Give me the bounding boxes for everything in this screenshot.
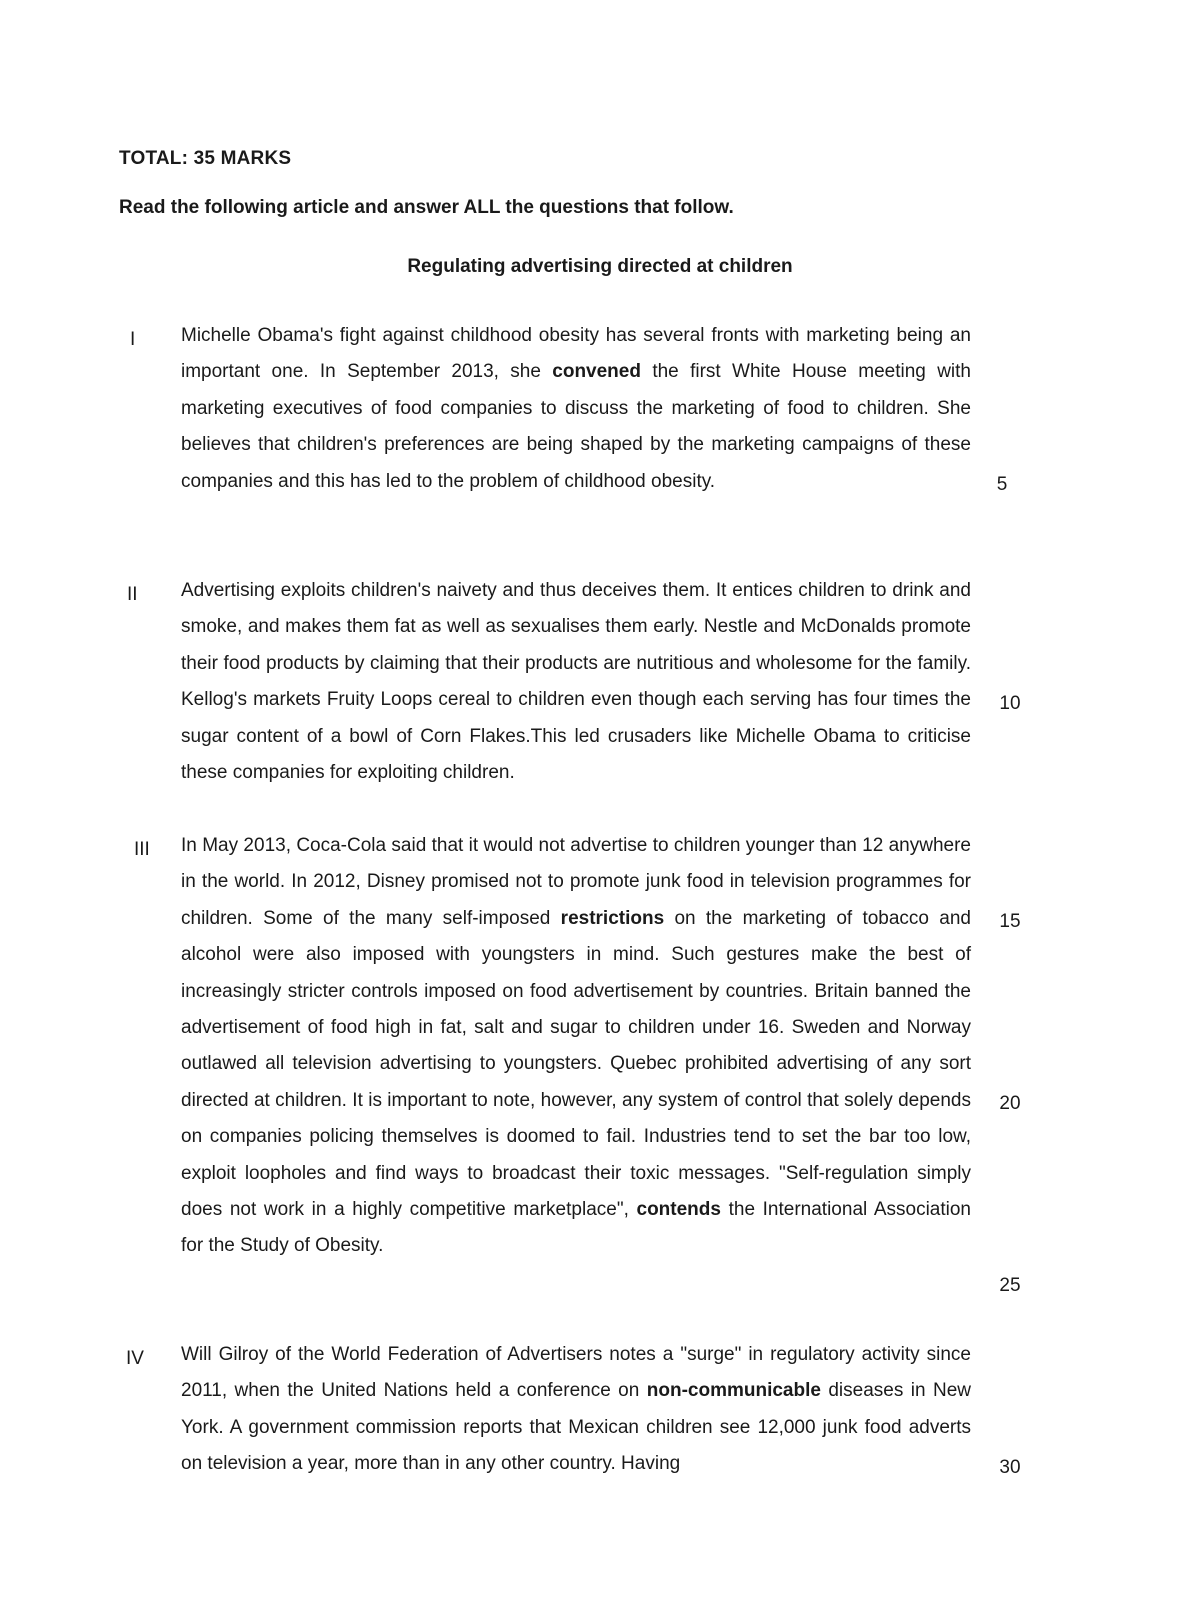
- paragraph-2: Advertising exploits children's naivety and thus deceives them. It entices children to drink and smoke, and makes them fat as well as sexualises them early. Nestle and McDonalds promote their food products by claiming that their products are nutritious and wholesome for the family. Kellog's markets Fruity Loops cereal to children even though each serving has four times the sugar content of a bowl of Corn Flakes.This led crusaders like Michelle Obama to criticise these companies for exploiting children.: [181, 580, 971, 784]
- paragraph-text: the International Association for the Study of Obesity.: [181, 1199, 971, 1257]
- paragraph-text: on the marketing of tobacco and alcohol were also imposed with youngsters in mind. Such gestures make the best of increasingly stricter controls imposed on food advertisement by countries. Britain banned the advertisement of food high in fat, salt and sugar to children under 16. Sweden and Norway outlawed all television advertising to youngsters. Quebec prohibited advertising of any sort directed at children. It is important to note, however, any system of control that solely depends on companies policing themselves is doomed to fail. Industries tend to set the bar too low, exploit loopholes and find ways to broadcast their toxic messages. "Self-regulation simply does not work in a highly competitive marketplace",: [181, 907, 971, 1221]
- paragraph-number: II: [127, 584, 138, 605]
- bold-term-non-communicable: non-communicable: [646, 1380, 821, 1402]
- paragraph-1: [181, 318, 971, 500]
- paragraph-text: In May 2013, Coca-Cola said that it would not advertise to children younger than 12 anywhere in the world. In 2012, Disney promised not to promote junk food in television programmes for children. Some of the many self-imposed: [181, 835, 971, 929]
- paragraph-text: the first White House meeting with marketing executives of food companies to discuss the marketing of food to children. She believes that children's preferences are being shaped by the marketing campaigns of these companies and this has led to the problem of childhood obesity.: [181, 361, 971, 492]
- line-number: 25: [999, 1275, 1021, 1296]
- paragraph-number: I: [130, 329, 136, 350]
- article-title: Regulating advertising directed at children: [407, 256, 793, 277]
- total-marks: TOTAL: 35 MARKS: [119, 148, 292, 169]
- paragraph-4: [181, 1337, 971, 1483]
- line-number: 15: [999, 911, 1021, 932]
- line-number: 5: [996, 474, 1008, 495]
- instruction-text: Read the following article and answer ALL the questions that follow.: [119, 197, 734, 218]
- line-number: 10: [999, 693, 1021, 714]
- paragraph-text: diseases in New York. A government commission reports that Mexican children see 12,000 junk food adverts on television a year, more than in any other country. Having: [181, 1380, 971, 1475]
- paragraph-text: Michelle Obama's fight against childhood obesity has several fronts with marketing being an important one. In September 2013, she: [181, 325, 971, 383]
- line-number: 20: [999, 1093, 1021, 1114]
- bold-term-contends: contends: [636, 1199, 721, 1221]
- line-number: 30: [999, 1457, 1021, 1478]
- bold-term-convened: convened: [552, 361, 641, 383]
- paragraph-text: Will Gilroy of the World Federation of Advertisers notes a "surge" in regulatory activity since 2011, when the United Nations held a conference on: [181, 1344, 971, 1402]
- paragraph-3: [181, 828, 971, 1265]
- bold-term-restrictions: restrictions: [560, 907, 665, 929]
- paragraph-number: III: [134, 839, 150, 860]
- paragraph-number: IV: [126, 1348, 144, 1369]
